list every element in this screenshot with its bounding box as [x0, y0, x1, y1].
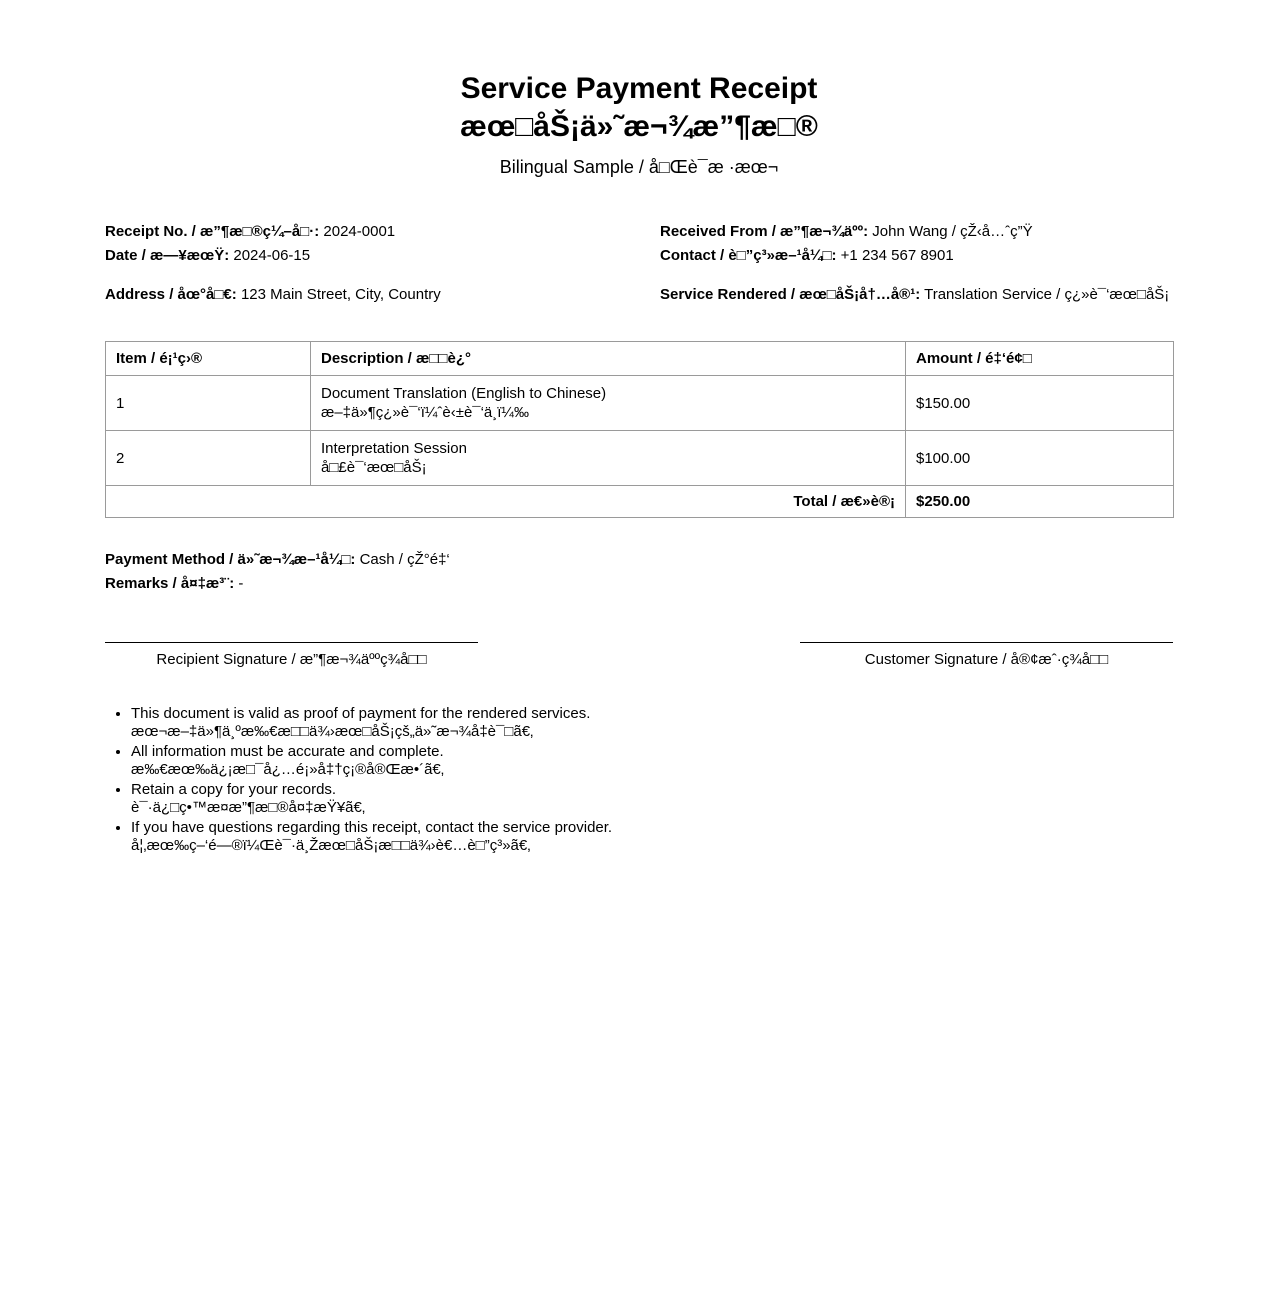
remarks-value: -	[238, 575, 244, 592]
item-number-cell: 1	[106, 376, 311, 431]
total-label: Total / æ€»è®¡	[106, 486, 906, 518]
page-subtitle: Bilingual Sample / å□Œè¯æ ·æœ¬	[499, 157, 779, 177]
notes-list	[105, 705, 1173, 855]
service-rendered-label: Service Rendered / æœ□åŠ¡å†…å®¹:	[660, 286, 921, 303]
address-label: Address / åœ°å□€:	[105, 286, 237, 303]
amount-cell: $100.00	[906, 431, 1174, 486]
service-rendered-line	[660, 283, 1173, 307]
note-zh: æ‰€æœ‰ä¿¡æ□¯å¿…é¡»å‡†ç¡®å®Œæ•´ã€‚	[131, 761, 445, 778]
remarks-label: Remarks / å¤‡æ³¨:	[105, 575, 235, 592]
service-rendered-value: Translation Service / ç¿»è¯‘æœ□åŠ¡	[924, 286, 1170, 303]
payment-method-value: Cash / çŽ°é‡‘	[359, 551, 450, 568]
page-title-mojibake: æœ□åŠ¡ä»˜æ¬¾æ”¶æ□®	[460, 110, 818, 143]
note-en: • This document is valid as proof of payment for the rendered services.	[131, 705, 591, 722]
receipt-no-label: Receipt No. / æ”¶æ□®ç¼–å□·:	[105, 223, 320, 240]
column-header-item: Item / é¡¹ç›®	[106, 342, 311, 376]
contact-label: Contact / è□”ç³»æ–¹å¼□:	[660, 247, 837, 264]
recipient-signature-label: Recipient Signature / æ”¶æ¬¾äººç¾å□□	[156, 651, 427, 668]
total-amount: $250.00	[906, 486, 1174, 518]
note-en: • Retain a copy for your records.	[131, 781, 337, 798]
received-from-label: Received From / æ”¶æ¬¾äºº:	[660, 223, 869, 240]
column-header-amount: Amount / é‡‘é¢□	[906, 342, 1174, 376]
total-row	[106, 486, 1174, 518]
customer-signature-label: Customer Signature / å®¢æˆ·ç¾å□□	[864, 651, 1109, 668]
document-header	[105, 70, 1173, 178]
date-label: Date / æ—¥æœŸ:	[105, 247, 230, 264]
note-item	[131, 819, 1173, 855]
note-zh: è¯·ä¿□ç•™æ¤æ”¶æ□®å¤‡æŸ¥ã€‚	[131, 799, 366, 816]
contact-value: +1 234 567 8901	[840, 247, 954, 264]
address-value: 123 Main Street, City, Country	[240, 286, 441, 303]
recipient-signature-block	[105, 642, 478, 669]
note-item	[131, 781, 1173, 817]
description-cell	[311, 431, 906, 486]
receipt-info-section	[105, 220, 1173, 307]
note-zh: æœ¬æ–‡ä»¶ä¸ºæ‰€æ□□ä¾›æœ□åŠ¡çš„ä»˜æ¬¾å‡è¯□ã€‚	[131, 723, 534, 740]
description-en: Interpretation Session	[321, 440, 467, 457]
item-number-cell: 2	[106, 431, 311, 486]
description-cell	[311, 376, 906, 431]
note-item	[131, 705, 1173, 741]
description-en: Document Translation (English to Chinese)	[321, 385, 607, 402]
note-en: • All information must be accurate and complete.	[131, 743, 444, 760]
received-from-line	[660, 220, 1173, 244]
remarks-line	[105, 572, 1173, 596]
note-zh: å¦‚æœ‰ç–‘é—®ï¼Œè¯·ä¸Žæœ□åŠ¡æ□□ä¾›è€…è□”ç³»ã€‚	[131, 837, 531, 854]
payment-method-line	[105, 548, 1173, 572]
signatures-section	[105, 642, 1173, 669]
note-en: • If you have questions regarding this receipt, contact the service provider.	[131, 819, 613, 836]
table-row	[106, 431, 1174, 486]
contact-line	[660, 244, 1173, 268]
table-header-row	[106, 342, 1174, 376]
received-from-value: John Wang / çŽ‹å…ˆç”Ÿ	[872, 223, 1033, 240]
info-column-left	[105, 220, 660, 307]
description-zh: æ–‡ä»¶ç¿»è¯‘ï¼ˆè‹±è¯‘ä¸ï¼‰	[321, 404, 529, 421]
description-zh: å□£è¯‘æœ□åŠ¡	[321, 459, 427, 476]
column-header-description: Description / æ□□è¿°	[311, 342, 906, 376]
payment-section	[105, 548, 1173, 596]
date-line	[105, 244, 660, 268]
customer-signature-block	[800, 642, 1173, 669]
address-line	[105, 283, 660, 307]
date-value: 2024-06-15	[233, 247, 311, 264]
receipt-no-value: 2024-0001	[323, 223, 396, 240]
table-row	[106, 376, 1174, 431]
items-table	[105, 341, 1174, 518]
note-item	[131, 743, 1173, 779]
amount-cell: $150.00	[906, 376, 1174, 431]
payment-method-label: Payment Method / ä»˜æ¬¾æ–¹å¼□:	[105, 551, 356, 568]
page-title: Service Payment Receipt	[460, 72, 818, 105]
receipt-no-line	[105, 220, 660, 244]
info-column-right	[660, 220, 1173, 307]
